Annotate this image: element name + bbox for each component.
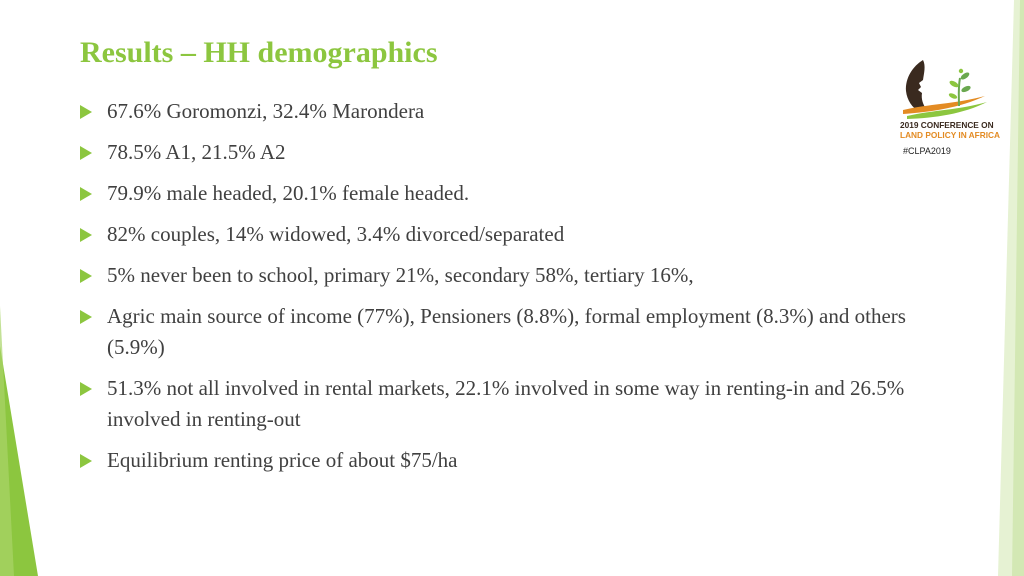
bullet-item xyxy=(78,373,958,435)
bullet-text: 67.6% Goromonzi, 32.4% Marondera xyxy=(107,99,425,123)
slide-title: Results – HH demographics xyxy=(80,36,438,69)
logo-conference-text: 2019 CONFERENCE ON xyxy=(900,120,994,130)
bullet-item xyxy=(78,260,958,291)
bullet-arrow-icon xyxy=(80,454,92,468)
bullet-arrow-icon xyxy=(80,382,92,396)
logo-hashtag: #CLPA2019 xyxy=(903,146,951,156)
bullet-text: 5% never been to school, primary 21%, secondary 58%, tertiary 16%, xyxy=(107,263,694,287)
bullet-arrow-icon xyxy=(80,310,92,324)
right-decorative-shape xyxy=(992,0,1024,576)
bullet-arrow-icon xyxy=(80,228,92,242)
bullet-list xyxy=(78,96,958,486)
bullet-item xyxy=(78,445,958,476)
bullet-item xyxy=(78,301,958,363)
bullet-text: 51.3% not all involved in rental markets, 22.1% involved in some way in renting-in and 26.5% involved in renting-out xyxy=(107,376,905,431)
bullet-arrow-icon xyxy=(80,105,92,119)
bullet-text: 79.9% male headed, 20.1% female headed. xyxy=(107,181,470,205)
bullet-item xyxy=(78,96,958,127)
left-decorative-shape xyxy=(0,306,42,576)
bullet-item xyxy=(78,178,958,209)
woman-silhouette-plant-icon xyxy=(893,58,993,120)
bullet-text: Equilibrium renting price of about $75/ha xyxy=(107,448,458,472)
bullet-arrow-icon xyxy=(80,146,92,160)
bullet-item xyxy=(78,137,958,168)
bullet-arrow-icon xyxy=(80,187,92,201)
bullet-text: Agric main source of income (77%), Pensioners (8.8%), formal employment (8.3%) and others (5.9%) xyxy=(107,304,906,359)
conference-logo xyxy=(893,58,1001,160)
logo-land-policy-text: LAND POLICY IN AFRICA xyxy=(900,130,1001,140)
bullet-item xyxy=(78,219,958,250)
bullet-text: 78.5% A1, 21.5% A2 xyxy=(107,140,286,164)
bullet-arrow-icon xyxy=(80,269,92,283)
bullet-text: 82% couples, 14% widowed, 3.4% divorced/separated xyxy=(107,222,565,246)
